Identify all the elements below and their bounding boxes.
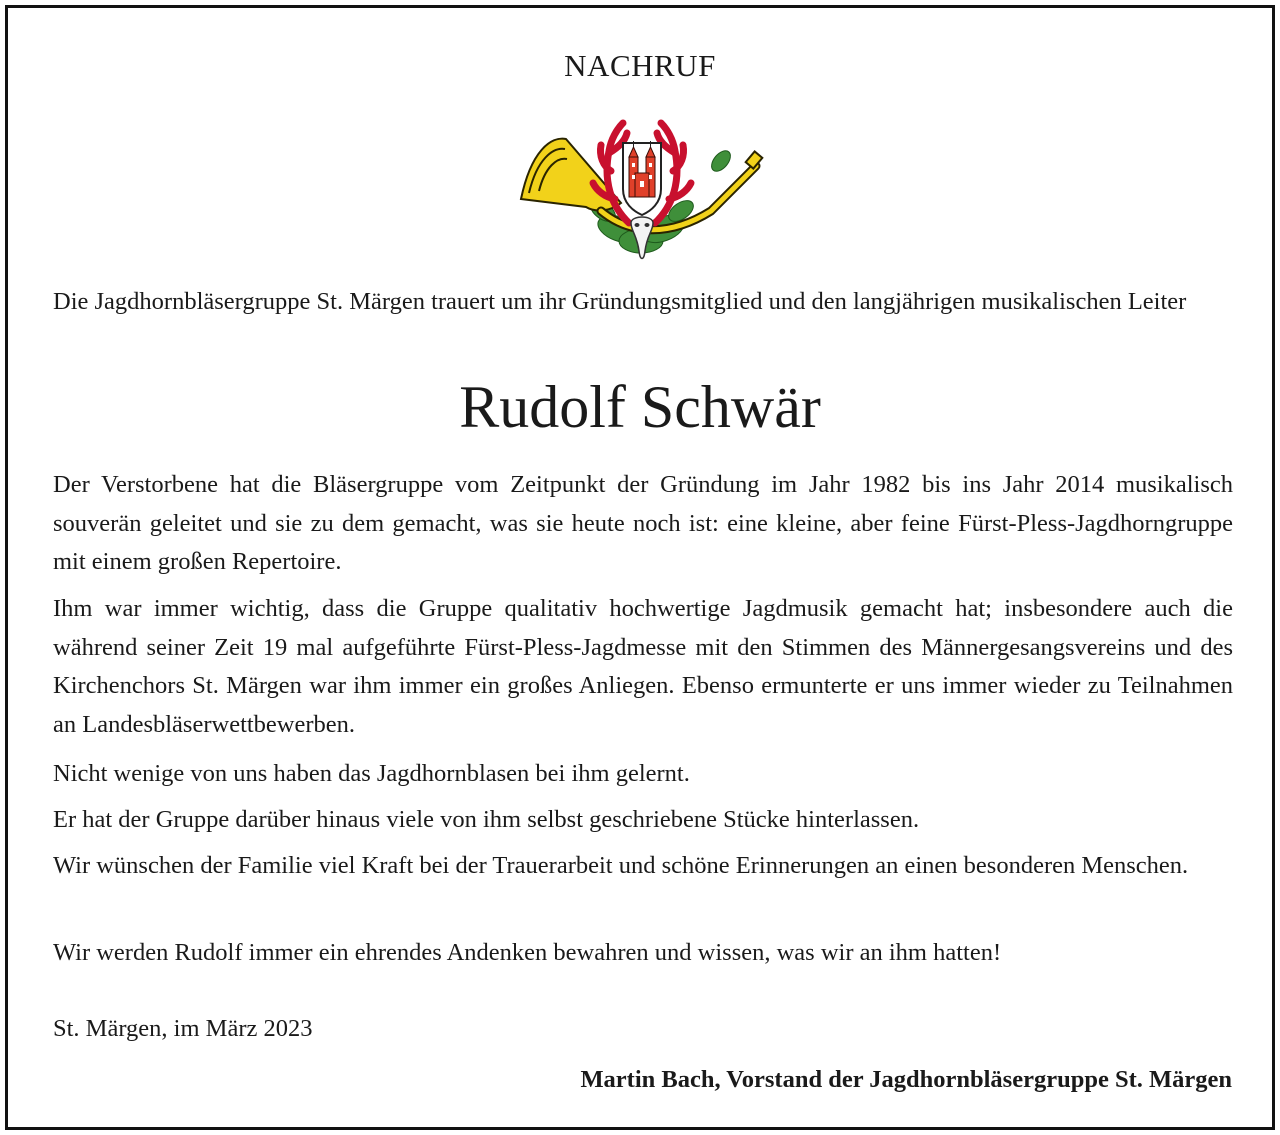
paragraph-6: Wir werden Rudolf immer ein ehrendes Andenken bewahren und wissen, was wir an ihm hatten!	[53, 939, 1002, 966]
intro-text: Die Jagdhornbläsergruppe St. Märgen trauert um ihr Gründungsmitglied und den langjährigen musikalischen Leiter	[53, 288, 1187, 315]
notice-heading: NACHRUF	[564, 48, 716, 83]
hunting-horn-antlers-coat-of-arms-icon	[511, 111, 773, 271]
paragraph-2: Ihm war immer wichtig, dass die Gruppe qualitativ hochwertige Jagdmusik gemacht hat; insbesondere auch die während seiner Zeit 19 mal aufgeführte Fürst-Pless-Jagdmesse mit den Stimmen des Männergesangsvereins und des Kirchenchors St. Märgen war ihm immer ein großes Anliegen. Ebenso ermunterte er uns immer wieder zu Teilnahmen an Landesbläserwettbewerben.	[53, 595, 1233, 738]
paragraph-1: Der Verstorbene hat die Bläsergruppe vom Zeitpunkt der Gründung im Jahr 1982 bis ins Jahr 2014 musikalisch souverän geleitet und sie zu dem gemacht, was sie heute noch ist: eine kleine, aber feine Fürst-Pless-Jagdhorngruppe mit einem großen Repertoire.	[53, 471, 1233, 575]
deceased-name: Rudolf Schwär	[459, 374, 821, 440]
obituary-notice	[5, 5, 1275, 1130]
signature: Martin Bach, Vorstand der Jagdhornbläsergruppe St. Märgen	[580, 1066, 1232, 1093]
paragraph-5: Wir wünschen der Familie viel Kraft bei der Trauerarbeit und schöne Erinnerungen an einen besonderen Menschen.	[53, 852, 1189, 879]
place-and-date: St. Märgen, im März 2023	[53, 1015, 313, 1042]
paragraph-4: Er hat der Gruppe darüber hinaus viele von ihm selbst geschriebene Stücke hinterlassen.	[53, 806, 920, 833]
paragraph-3: Nicht wenige von uns haben das Jagdhornblasen bei ihm gelernt.	[53, 760, 690, 787]
